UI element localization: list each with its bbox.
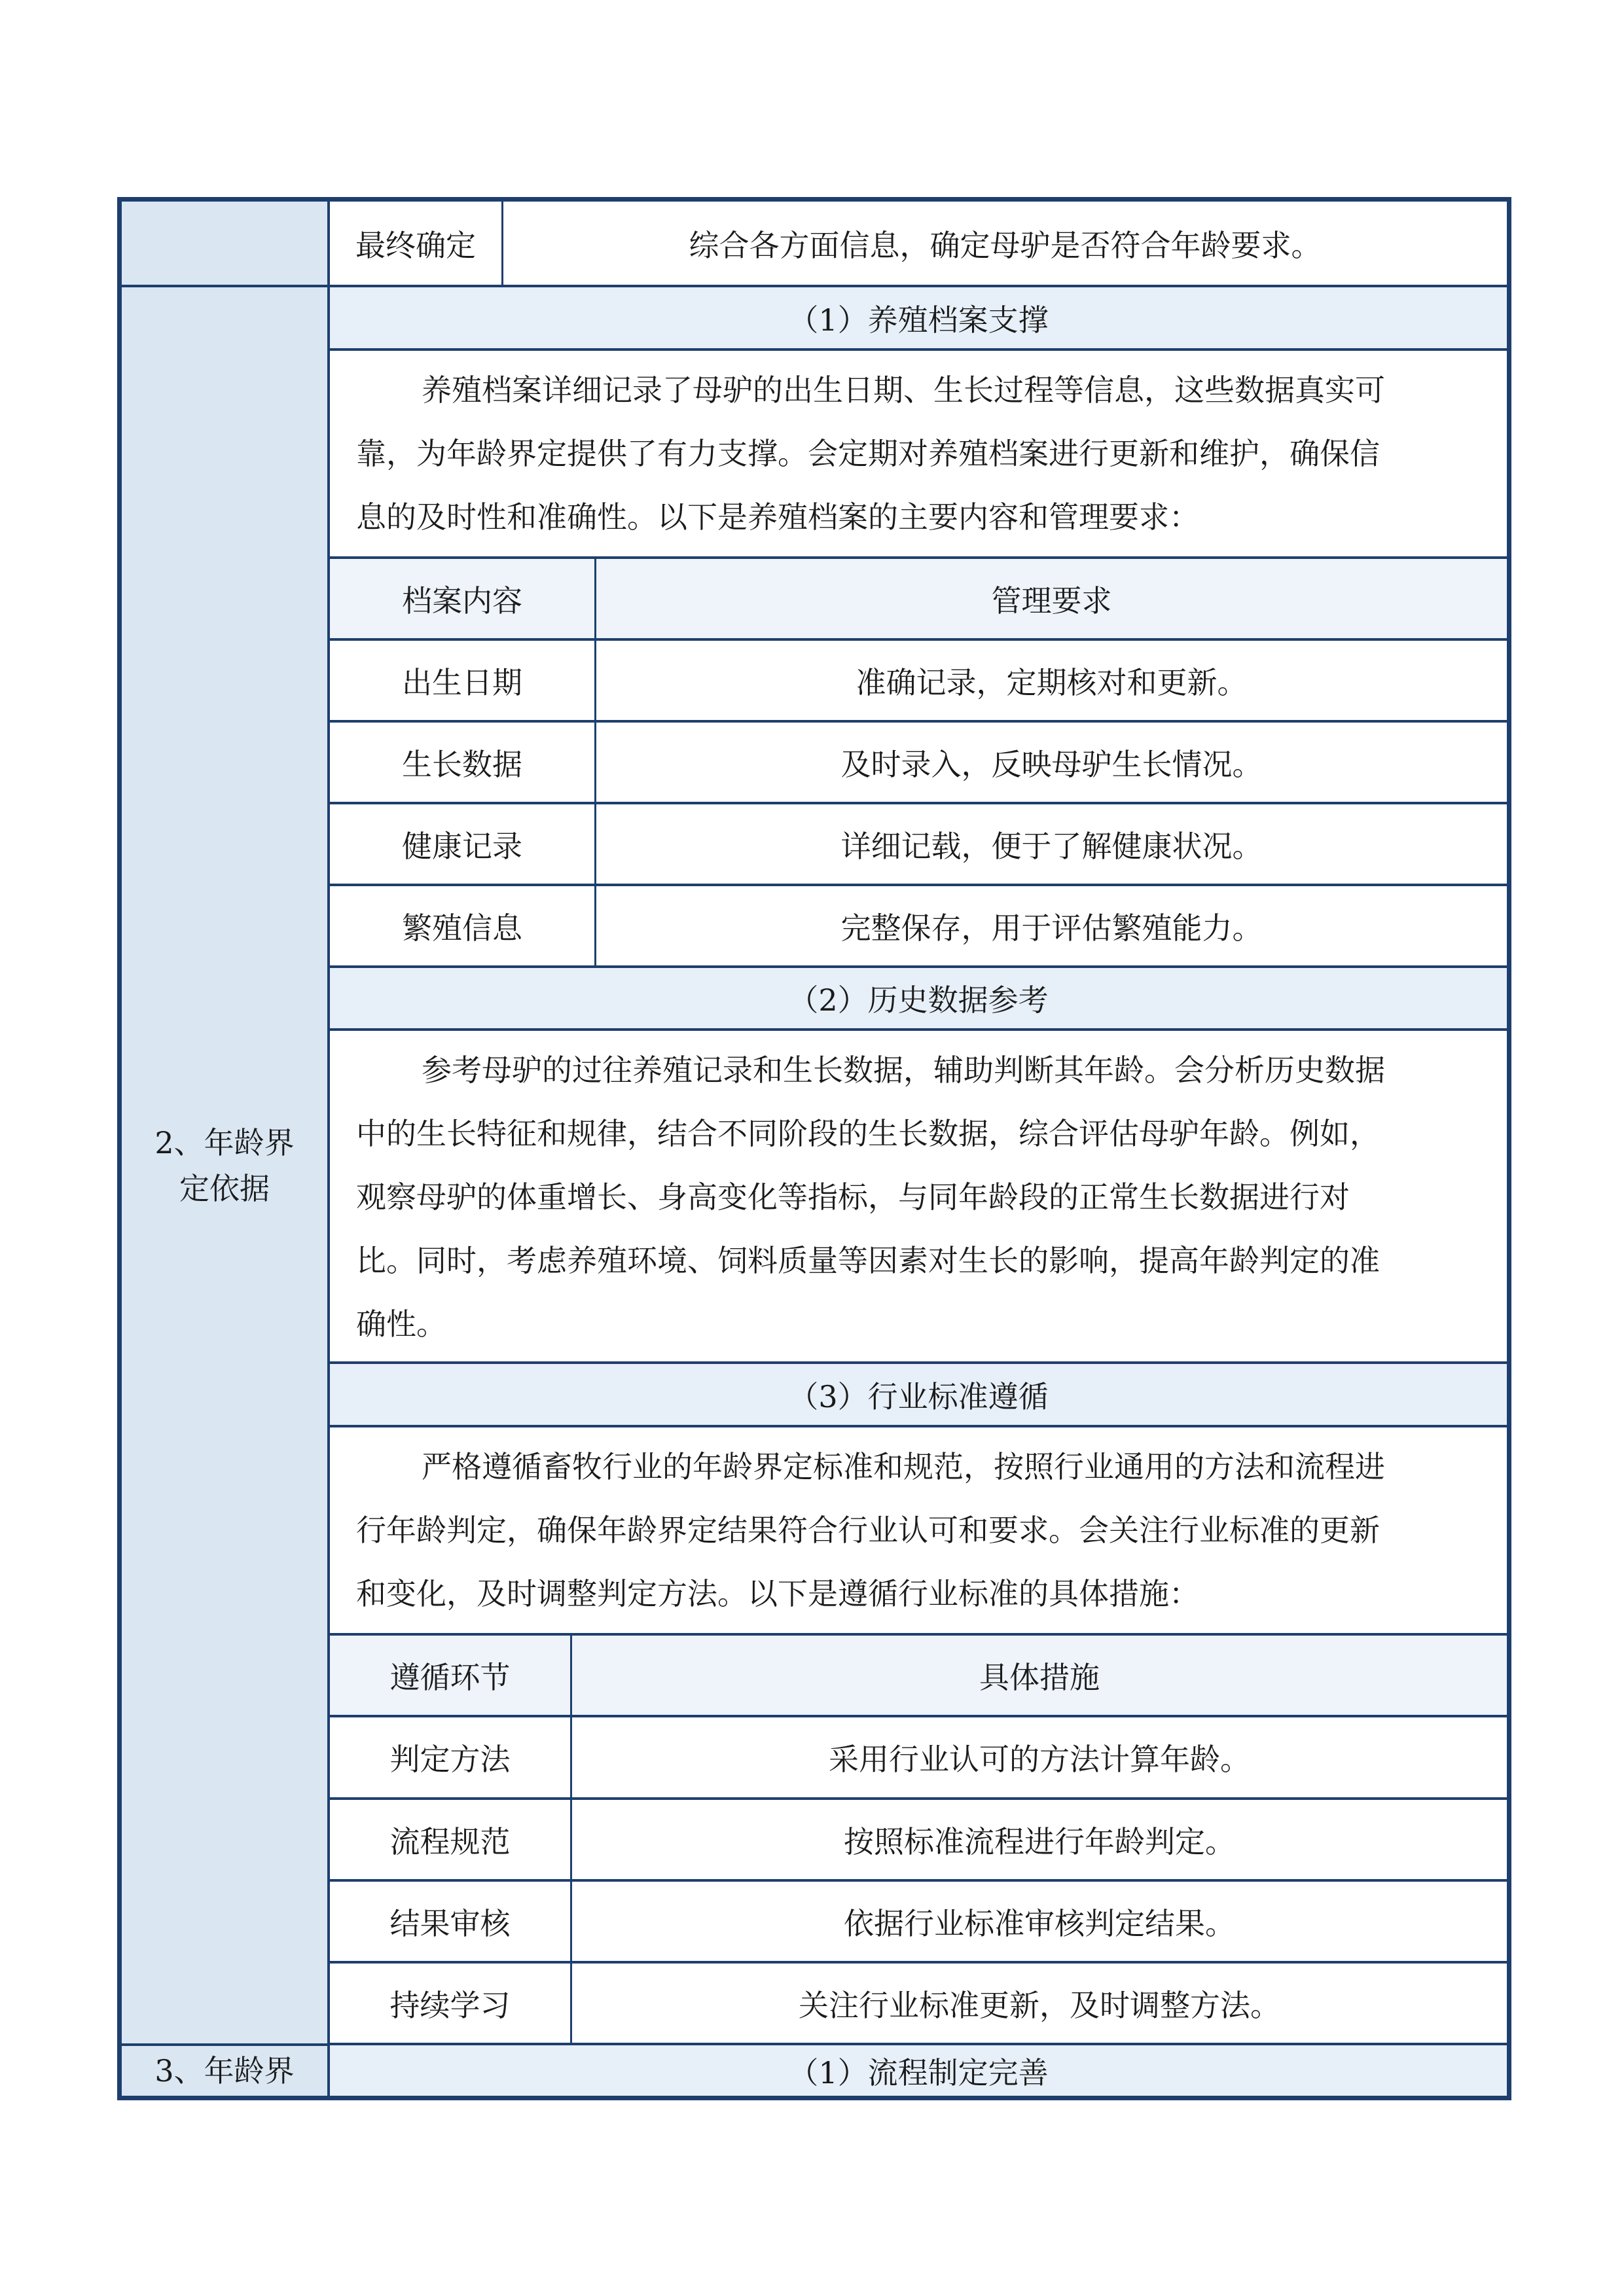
left-cell-section3: [122, 2046, 327, 2096]
part2-line4: 比。同时，考虑养殖环境、饲料质量等因素对生长的影响，提高年龄判定的准: [356, 1243, 1380, 1278]
table-cell: 采用行业认可的方法计算年龄。: [829, 1742, 1250, 1777]
part1-table-header-row: [330, 556, 1507, 641]
section2-title: [154, 1120, 294, 1211]
part3-paragraph: [330, 1427, 1507, 1633]
section3-part1-heading-row: [330, 2045, 1507, 2096]
section2-title-line2: 定依据: [179, 1170, 270, 1206]
part3-table-header-row: [330, 1633, 1507, 1717]
part1-table-header-col2: 管理要求: [991, 583, 1112, 619]
left-cell-section1-tail: [122, 202, 327, 287]
table-cell: 生长数据: [330, 723, 596, 802]
part3-heading: （3）行业标准遵循: [788, 1378, 1049, 1414]
part1-line3: 息的及时性和准确性。以下是养殖档案的主要内容和管理要求：: [356, 499, 1199, 535]
part1-table-header-col1: 档案内容: [330, 559, 596, 638]
table-row: [330, 804, 1507, 886]
part2-line3: 观察母驴的体重增长、身高变化等指标，与同年龄段的正常生长数据进行对: [356, 1179, 1350, 1215]
section3-part1-heading: （1）流程制定完善: [788, 2054, 1049, 2090]
table-row: [330, 641, 1507, 723]
part3-line3: 和变化，及时调整判定方法。以下是遵循行业标准的具体措施：: [356, 1576, 1199, 1611]
table-cell: 流程规范: [330, 1800, 572, 1879]
table-cell: 依据行业标准审核判定结果。: [844, 1905, 1235, 1941]
part2-line1: 参考母驴的过往养殖记录和生长数据，辅助判断其年龄。会分析历史数据: [422, 1052, 1385, 1088]
table-cell: 持续学习: [330, 1964, 572, 2043]
part3-table-header-col1: 遵循环节: [330, 1636, 572, 1715]
table-row: [330, 1964, 1507, 2045]
final-decision-content-cell: [503, 202, 1507, 285]
final-decision-label: 最终确定: [355, 227, 476, 263]
part2-line5: 确性。: [356, 1306, 446, 1342]
final-decision-row: [330, 202, 1507, 287]
part3-table-header-col2: 具体措施: [979, 1659, 1100, 1695]
table-row: [330, 1717, 1507, 1800]
part1-line2: 靠，为年龄界定提供了有力支撑。会定期对养殖档案进行更新和维护，确保信: [356, 436, 1380, 471]
part3-heading-row: [330, 1364, 1507, 1427]
table-cell: 按照标准流程进行年龄判定。: [844, 1823, 1235, 1859]
table-cell: 完整保存，用于评估繁殖能力。: [840, 910, 1263, 946]
table-cell: 健康记录: [330, 804, 596, 884]
part2-heading-row: [330, 968, 1507, 1031]
part2-paragraph: [330, 1031, 1507, 1364]
part2-heading: （2）历史数据参考: [788, 982, 1049, 1018]
part3-line2: 行年龄判定，确保年龄界定结果符合行业认可和要求。会关注行业标准的更新: [356, 1513, 1380, 1548]
table-cell: 繁殖信息: [330, 886, 596, 965]
table-cell: 判定方法: [330, 1717, 572, 1797]
table-cell: 结果审核: [330, 1882, 572, 1961]
final-decision-label-cell: [330, 202, 503, 285]
table-cell: 关注行业标准更新，及时调整方法。: [799, 1987, 1280, 2023]
section3-title: 3、年龄界: [154, 2053, 295, 2089]
table-cell: 准确记录，定期核对和更新。: [856, 664, 1248, 700]
part1-heading-row: [330, 287, 1507, 351]
left-cell-section2: [122, 287, 327, 2046]
final-decision-content: 综合各方面信息，确定母驴是否符合年龄要求。: [689, 227, 1322, 263]
part3-line1: 严格遵循畜牧行业的年龄界定标准和规范，按照行业通用的方法和流程进: [422, 1449, 1385, 1484]
table-cell: 出生日期: [330, 641, 596, 720]
part1-line1: 养殖档案详细记录了母驴的出生日期、生长过程等信息，这些数据真实可: [422, 372, 1385, 408]
table-row: [330, 886, 1507, 968]
table-row: [330, 1882, 1507, 1964]
table-row: [330, 1800, 1507, 1882]
part2-line2: 中的生长特征和规律，结合不同阶段的生长数据，综合评估母驴年龄。例如，: [356, 1116, 1380, 1151]
table-cell: 及时录入，反映母驴生长情况。: [840, 746, 1263, 782]
section2-title-line1: 2、年龄界: [154, 1124, 295, 1160]
part1-heading: （1）养殖档案支撑: [788, 302, 1049, 338]
table-row: [330, 723, 1507, 804]
left-column: [117, 197, 330, 2100]
part1-paragraph: [330, 351, 1507, 556]
table-cell: 详细记载，便于了解健康状况。: [840, 828, 1263, 864]
